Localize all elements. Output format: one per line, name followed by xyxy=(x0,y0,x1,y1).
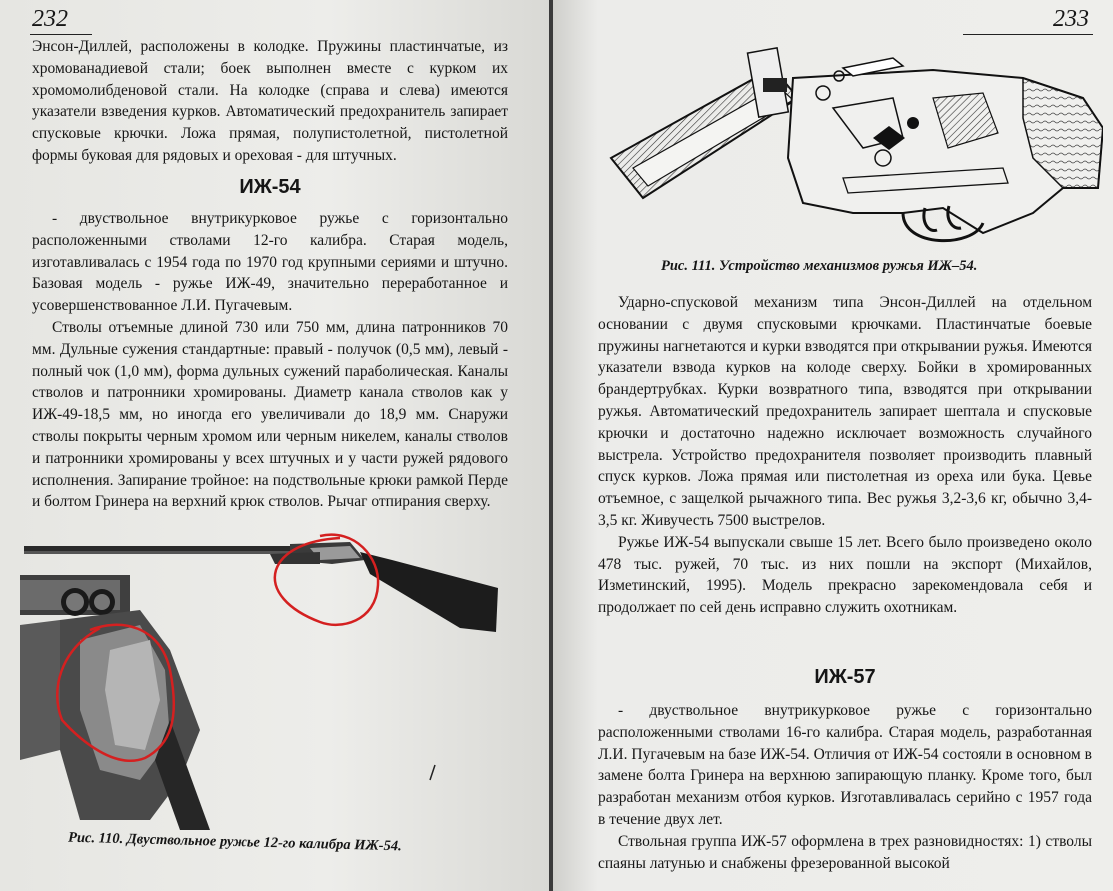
paragraph: Ударно-спусковой механизм типа Энсон-Диллей на отдельном основании с двумя спусковыми крючками. Пластинчатые боевые пружины нагнетаются и курки взводятся при открывании ружья. Имеются указатели взвода курков на колоде сверху. Бойки в хромированных брандертрубках. Курки возвратного типа, взводятся при открывании ружья. Автоматический предохранитель запирает шептала и спусковые крючки и достаточно надежно исключает возможность случайного выстрела. Устройство предохранителя позволяет производить плавный спуск курков. Ложа прямая или пистолетная из ореха или бука. Цевье отъемное, с защелкой рычажного типа. Вес ружья 3,2-3,6 кг, обычно 3,4-3,5 кг. Живучесть 7500 выстрелов. xyxy=(598,294,1092,529)
action-closeup xyxy=(20,575,210,830)
left-page xyxy=(0,0,549,891)
section-heading: ИЖ-54 xyxy=(239,176,301,198)
body-text-main xyxy=(32,208,508,513)
paragraph: - двуствольное внутрикурковое ружье с горизонтально расположенными стволами 16-го калибра. Старая модель, разработанная Л.И. Пугачевым на базе ИЖ-54. Отличия от ИЖ-54 состояли в основном в замене болта Гринера на верхнюю запирающую планку. Кроме того, был разработан механизм отбоя курков. Изготавливалась серийно с 1957 года в течение двух лет. xyxy=(598,702,1092,828)
page-number-rule xyxy=(30,34,92,35)
figure-caption: Рис. 110. Двуствольное ружье 12-го калибра ИЖ-54. xyxy=(67,829,402,855)
body-text-top xyxy=(32,36,508,167)
paragraph: Ружье ИЖ-54 выпускали свыше 15 лет. Всего было произведено около 478 тыс. ружей, 70 тыс. из них пошли на экспорт (Михайлов, Изметинский, 1995). Модель прекрасно зарекомендовала себя и продолжает по сей день исправно служить охотникам. xyxy=(598,533,1092,617)
body-text-bottom xyxy=(598,700,1092,874)
figure-caption: Рис. 111. Устройство механизмов ружья ИЖ–54. xyxy=(661,258,978,274)
page-number-rule xyxy=(963,34,1093,35)
paragraph: Стволы отъемные длиной 730 или 750 мм, длина патронников 70 мм. Дульные сужения стандартные: правый - получок (0,5 мм), левый - полный чок (1,0 мм), форма дульных сужений параболическая. Каналы стволов и патронники хромированы. Диаметр канала стволов как у ИЖ-49-18,5 мм, но иногда его увеличивали до 18,9 мм. Снаружи стволы покрыты черным хромом или черным никелем, каналы стволов и патронники хромированы у всех штучных и у части ружей рядового исполнения. Запирание тройное: на подствольные крюки рамкой Перде и болтом Гринера на верхний крюк стволов. Рычаг отпирания сверху. xyxy=(32,318,508,511)
right-page xyxy=(553,0,1113,891)
page-number: 233 xyxy=(1053,6,1089,32)
paragraph: Энсон-Диллей, расположены в колодке. Пружины пластинчатые, из хромованадиевой стали; боек выполнен вместе с курком их хромомолибденовой стали. На колодке (справа и слева) имеются указатели взведения курков. Автоматический предохранитель запирает спусковые крючки. Ложа прямая, полупистолетной, пистолетной формы буковая для рядовых и ореховая - для штучных. xyxy=(32,38,508,164)
body-text-main xyxy=(598,292,1092,619)
mechanism-diagram xyxy=(603,38,1103,248)
shotgun-photo xyxy=(20,530,540,830)
paragraph: - двуствольное внутрикурковое ружье с горизонтально расположенными стволами 12-го калибра. Старая модель, изготавливалась с 1954 года по 1970 год крупными сериями и штучно. Базовая модель - ружье ИЖ-49, значительно переработанное и усовершенствованное Л.И. Пугачевым. xyxy=(32,210,508,315)
paragraph: Ствольная группа ИЖ-57 оформлена в трех разновидностях: 1) стволы спаяны латунью и снабжены фрезерованной высокой xyxy=(598,832,1092,872)
section-heading: ИЖ-57 xyxy=(814,666,876,688)
page-number: 232 xyxy=(32,6,68,32)
